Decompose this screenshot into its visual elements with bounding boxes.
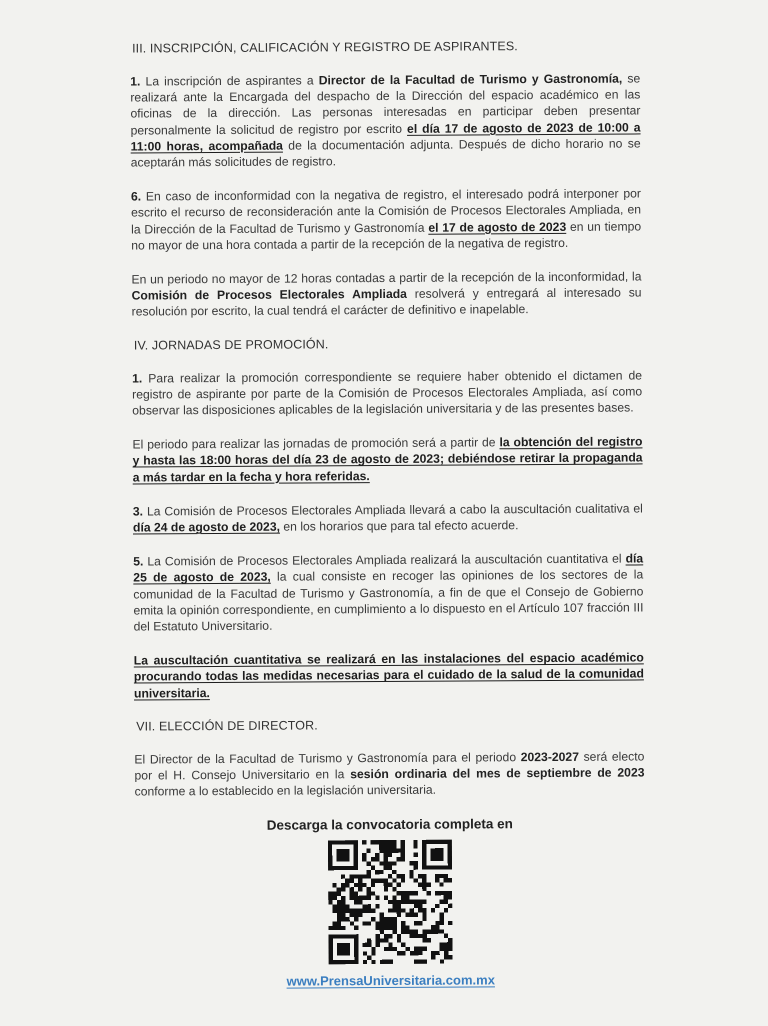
bold-text: Director de la Facultad de Turismo y Gastronomía, <box>318 71 623 88</box>
paragraph-text: resolverá y entregará al interesado su resolución por escrito, la cual tendrá el carácter de definitivo e inapelable. <box>131 285 642 319</box>
underlined-date: el 17 de agosto de 2023 <box>428 219 567 235</box>
paragraph-inscripcion <box>130 70 641 170</box>
paragraph-number: 1. <box>132 371 143 386</box>
paragraph-text: En un periodo no mayor de 12 horas contadas a partir de la recepción de la inconformidad, la <box>131 269 642 287</box>
paragraph-inconformidad <box>131 186 641 254</box>
paragraph-text: En caso de inconformidad con la negativa de registro, el interesado podrá interponer por escrito el recurso de reconsideración ante la Comisión de Procesos Electorales Ampliada, en la Dirección de la Facultad de Turismo y Gastronomía <box>131 186 642 237</box>
paragraph-number: 6. <box>130 189 142 204</box>
bold-text: 2023-2027 <box>520 749 580 765</box>
paragraph-text: La inscripción de aspirantes a <box>140 73 319 89</box>
section-heading-inscripcion: III. INSCRIPCIÓN, CALIFICACIÓN Y REGISTRO DE ASPIRANTES. <box>132 39 518 56</box>
paragraph-text: El periodo para realizar las jornadas de promoción será a partir de <box>132 435 500 452</box>
paragraph-number: 1. <box>130 74 141 89</box>
paragraph-eleccion <box>134 748 644 800</box>
paragraph-text: El Director de la Facultad de Turismo y Gastronomía para el periodo <box>134 750 521 767</box>
section-heading-eleccion: VII. ELECCIÓN DE DIRECTOR. <box>136 718 318 734</box>
paragraph-text: La Comisión de Procesos Electorales Ampliada llevará a cabo la auscultación cualitativa el <box>143 501 643 519</box>
qr-container <box>135 838 646 970</box>
paragraph-text: en un tiempo no mayor de una hora contada a partir de la recepción de la negativa de registro. <box>131 219 642 253</box>
download-caption: Descarga la convocatoria completa en <box>266 815 513 833</box>
paragraph-text: conforme a lo establecido en la legislación universitaria. <box>134 782 437 799</box>
paragraph-instalaciones <box>134 650 644 702</box>
underlined-date: día 25 de agosto de 2023, <box>133 551 644 586</box>
paragraph-text: La Comisión de Procesos Electorales Ampliada realizará la auscultación cuantitativa el <box>143 551 626 569</box>
paragraph-number: 3. <box>132 504 144 519</box>
underlined-date: la obtención del registro y hasta las 18:00 horas del día 23 de agosto de 2023; debiéndose retirar la propaganda a más tardar en la fecha y hora referidas. <box>132 434 643 485</box>
paragraph-text: Para realizar la promoción correspondiente se requiere haber obtenido el dictamen de registro de aspirante por parte de la Comisión de Procesos Electorales Ampliada, así como observar las disposiciones aplicables de la legislación universitaria y de las presentes bases. <box>132 368 643 418</box>
paragraph-cualitativa <box>133 500 643 536</box>
qr-code-icon[interactable] <box>328 839 453 964</box>
paragraph-text: de la documentación adjunta. Después de dicho horario no se aceptarán más solicitudes de registro. <box>130 136 641 170</box>
paragraph-periodo <box>132 434 642 486</box>
paragraph-text: la cual consiste en recoger las opiniones de los sectores de la comunidad de la Facultad de Turismo y Gastronomía, a fin de que el Consejo de Gobierno emita la opinión correspondiente, en cumplimiento a lo dispuesto en el Artículo 107 fracción III del Estatuto Universitario. <box>133 567 644 634</box>
bold-text: Comisión de Procesos Electorales Ampliada <box>131 287 407 303</box>
bold-text: sesión ordinaria del mes de septiembre de 2023 <box>350 765 645 782</box>
underlined-date: día 24 de agosto de 2023, <box>132 519 281 535</box>
underlined-notice: La auscultación cuantitativa se realizará en las instalaciones del espacio académico procurando todas las medidas necesarias para el cuidado de la salud de la comunidad universitaria. <box>133 650 644 701</box>
paragraph-text: en los horarios que para tal efecto acuerde. <box>279 518 519 534</box>
website-link[interactable]: www.PrensaUniversitaria.com.mx <box>286 971 495 989</box>
underlined-date: el día 17 de agosto de 2023 de 10:00 a 11:00 horas, acompañada <box>130 120 641 154</box>
paragraph-resolucion <box>131 268 641 320</box>
paragraph-promocion <box>132 367 642 419</box>
paragraph-text: será electo por el H. Consejo Universitario en la <box>134 749 645 783</box>
section-heading-promocion: IV. JORNADAS DE PROMOCIÓN. <box>133 336 329 353</box>
paragraph-text: se realizará ante la Encargada del despacho de la Dirección del espacio académico en las oficinas de la dirección. Las personas interesadas en participar deben presentar personalmente la solicitud de registro por escrito <box>130 71 641 138</box>
paragraph-cuantitativa <box>133 551 643 635</box>
paragraph-number: 5. <box>133 554 144 569</box>
